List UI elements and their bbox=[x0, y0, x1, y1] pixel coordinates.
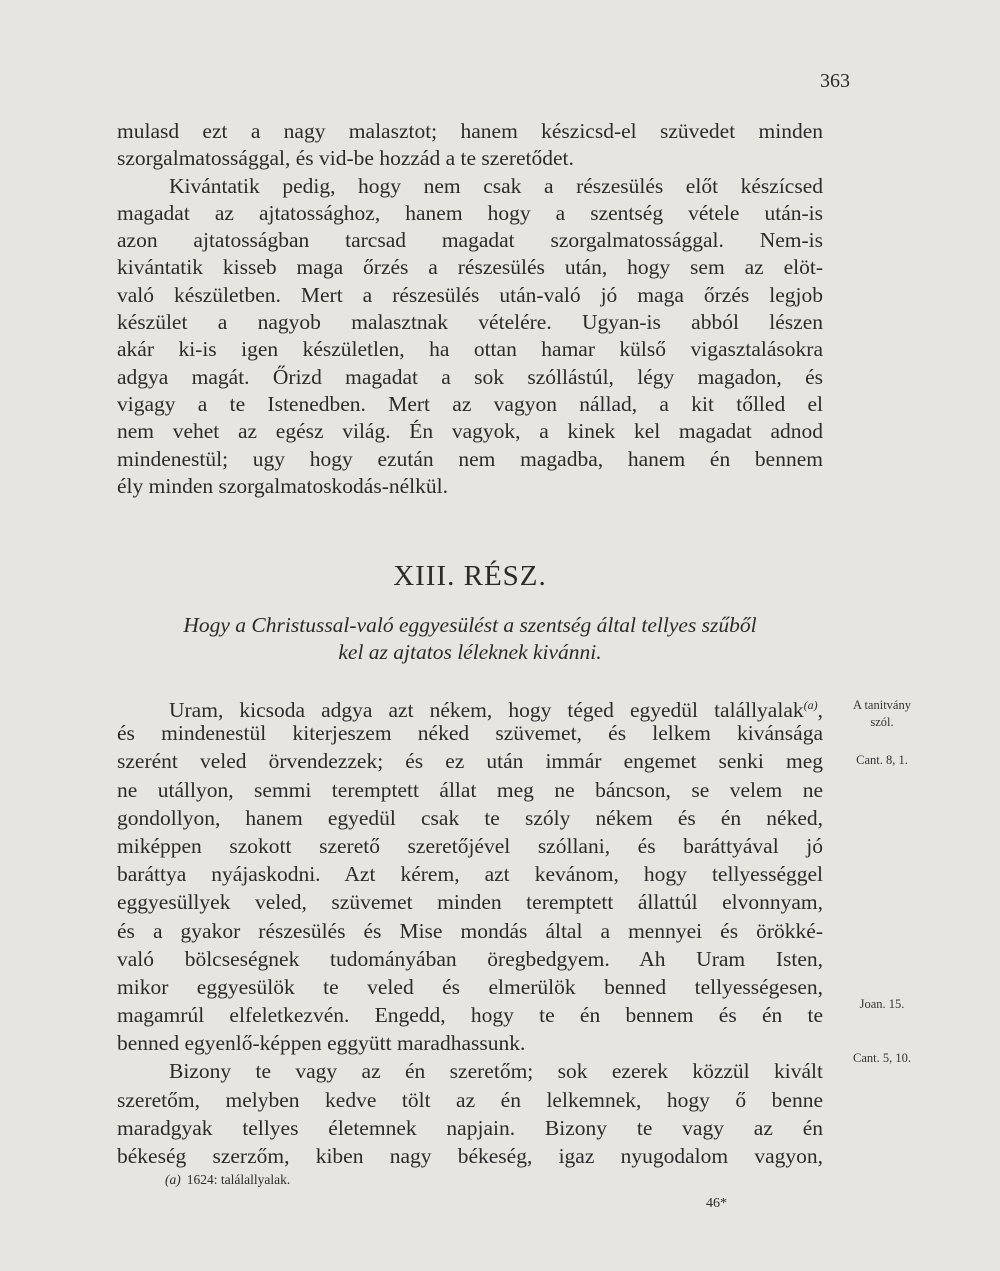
text-line: magadat az ajtatossághoz, hanem hogy a szentség vétele után-is bbox=[117, 200, 823, 225]
footnote-marker: (a) bbox=[803, 698, 818, 712]
text-line: szerént veled örvendezzek; és ez után immár engemet senki meg bbox=[117, 749, 823, 774]
text-line: és mindenestül kiterjeszem néked szüvemet, és lelkem kivánsága bbox=[117, 721, 823, 746]
text-line: vigagy a te Istenedben. Mert az vagyon nállad, a kit tőlled el bbox=[117, 391, 823, 416]
text-line: eggyesüllyek veled, szüvemet minden teremptett állattúl elvonnyam, bbox=[117, 890, 823, 915]
footnote-marker: (a) bbox=[165, 1172, 181, 1187]
text-line: azon ajtatosságban tarcsad magadat szorgalmatossággal. Nem-is bbox=[117, 228, 823, 253]
margin-note-reference: Cant. 8, 1. bbox=[856, 753, 908, 767]
text-line: való bölcseségnek tudományában öregbedgyem. Ah Uram Isten, bbox=[117, 946, 823, 971]
text-line: kivántatik kisseb maga őrzés a részesülés után, hogy sem az elöt- bbox=[117, 255, 823, 280]
text-line: nem vehet az egész világ. Én vagyok, a kinek kel magadat adnod bbox=[117, 419, 823, 444]
page-number: 363 bbox=[820, 70, 850, 92]
subtitle-line: Hogy a Christussal-való eggyesülést a szentség által tellyes szűből bbox=[183, 613, 757, 637]
text-line: szeretőm, melyben kedve tölt az én lelkemnek, hogy ő benne bbox=[117, 1087, 823, 1112]
text-line: gondollyon, hanem egyedül csak te szóly nékem és én néked, bbox=[117, 805, 823, 830]
text-line: Bizony te vagy az én szeretőm; sok ezerek közzül kivált bbox=[169, 1059, 823, 1084]
text-line: készület a nagyob malasztnak vételére. Ugyan-is abból lészen bbox=[117, 310, 823, 335]
margin-note: A tanitvány szól. bbox=[853, 698, 911, 729]
text-line: adgya magát. Őrizd magadat a sok szóllástúl, légy magadon, és bbox=[117, 364, 823, 389]
text-line: békeség szerzőm, kiben nagy békeség, igaz nyugodalom vagyon, bbox=[117, 1144, 823, 1168]
text-line: Kivántatik pedig, hogy nem csak a részesülés előt készícsed bbox=[169, 173, 823, 198]
chapter-heading: XIII. RÉSZ. bbox=[393, 560, 547, 592]
margin-note-reference: Joan. 15. bbox=[859, 997, 905, 1011]
footnote: (a) 1624: találallyalak. bbox=[165, 1172, 291, 1187]
text-line: mikor eggyesülök te veled és elmerülök benned tellyességesen, bbox=[117, 974, 823, 999]
text-line: való készületben. Mert a részesülés után-való jó maga őrzés legjob bbox=[117, 282, 823, 307]
text-line: mulasd ezt a nagy malasztot; hanem készicsd-el szüvedet minden bbox=[117, 119, 823, 143]
paragraph-1 bbox=[117, 118, 823, 500]
chapter-subtitle bbox=[117, 612, 823, 666]
text-line: szorgalmatossággal, és vid-be hozzád a te szeretődet. bbox=[117, 146, 574, 171]
text-line: magamrúl elfeletkezvén. Engedd, hogy te én bennem és én te bbox=[117, 1003, 823, 1028]
text-line: benned egyenlő-képpen eggyütt maradhassunk. bbox=[117, 1031, 526, 1056]
text-line: ne utállyon, semmi teremptett állat meg ne báncson, se velem ne bbox=[117, 777, 823, 802]
subtitle-line: kel az ajtatos léleknek kivánni. bbox=[338, 640, 602, 664]
margin-note-reference: Cant. 5, 10. bbox=[853, 1051, 911, 1065]
text-line: miképpen szokott szerető szeretőjével szóllani, és baráttyával jó bbox=[117, 833, 823, 858]
printer-signature: 46* bbox=[706, 1196, 727, 1211]
text-line: mindenestül; ugy hogy ezután nem magadba, hanem én bennem bbox=[117, 446, 823, 471]
text-line: ély minden szorgalmatoskodás-nélkül. bbox=[117, 473, 448, 498]
text-line: akár ki-is igen készületlen, ha ottan hamar külső vigasztalásokra bbox=[117, 337, 823, 362]
paragraph-2 bbox=[117, 691, 823, 1170]
text-line: baráttya nyájaskodni. Azt kérem, azt kevánom, hogy tellyességgel bbox=[117, 862, 823, 887]
text-line: maradgyak tellyes életemnek napjain. Bizony te vagy az én bbox=[117, 1115, 823, 1140]
text-line: és a gyakor részesülés és Mise mondás által a mennyei és örökké- bbox=[117, 918, 823, 943]
text-line: Uram, kicsoda adgya azt nékem, hogy téged egyedül talállyalak$^{(a)}$, bbox=[169, 698, 823, 723]
